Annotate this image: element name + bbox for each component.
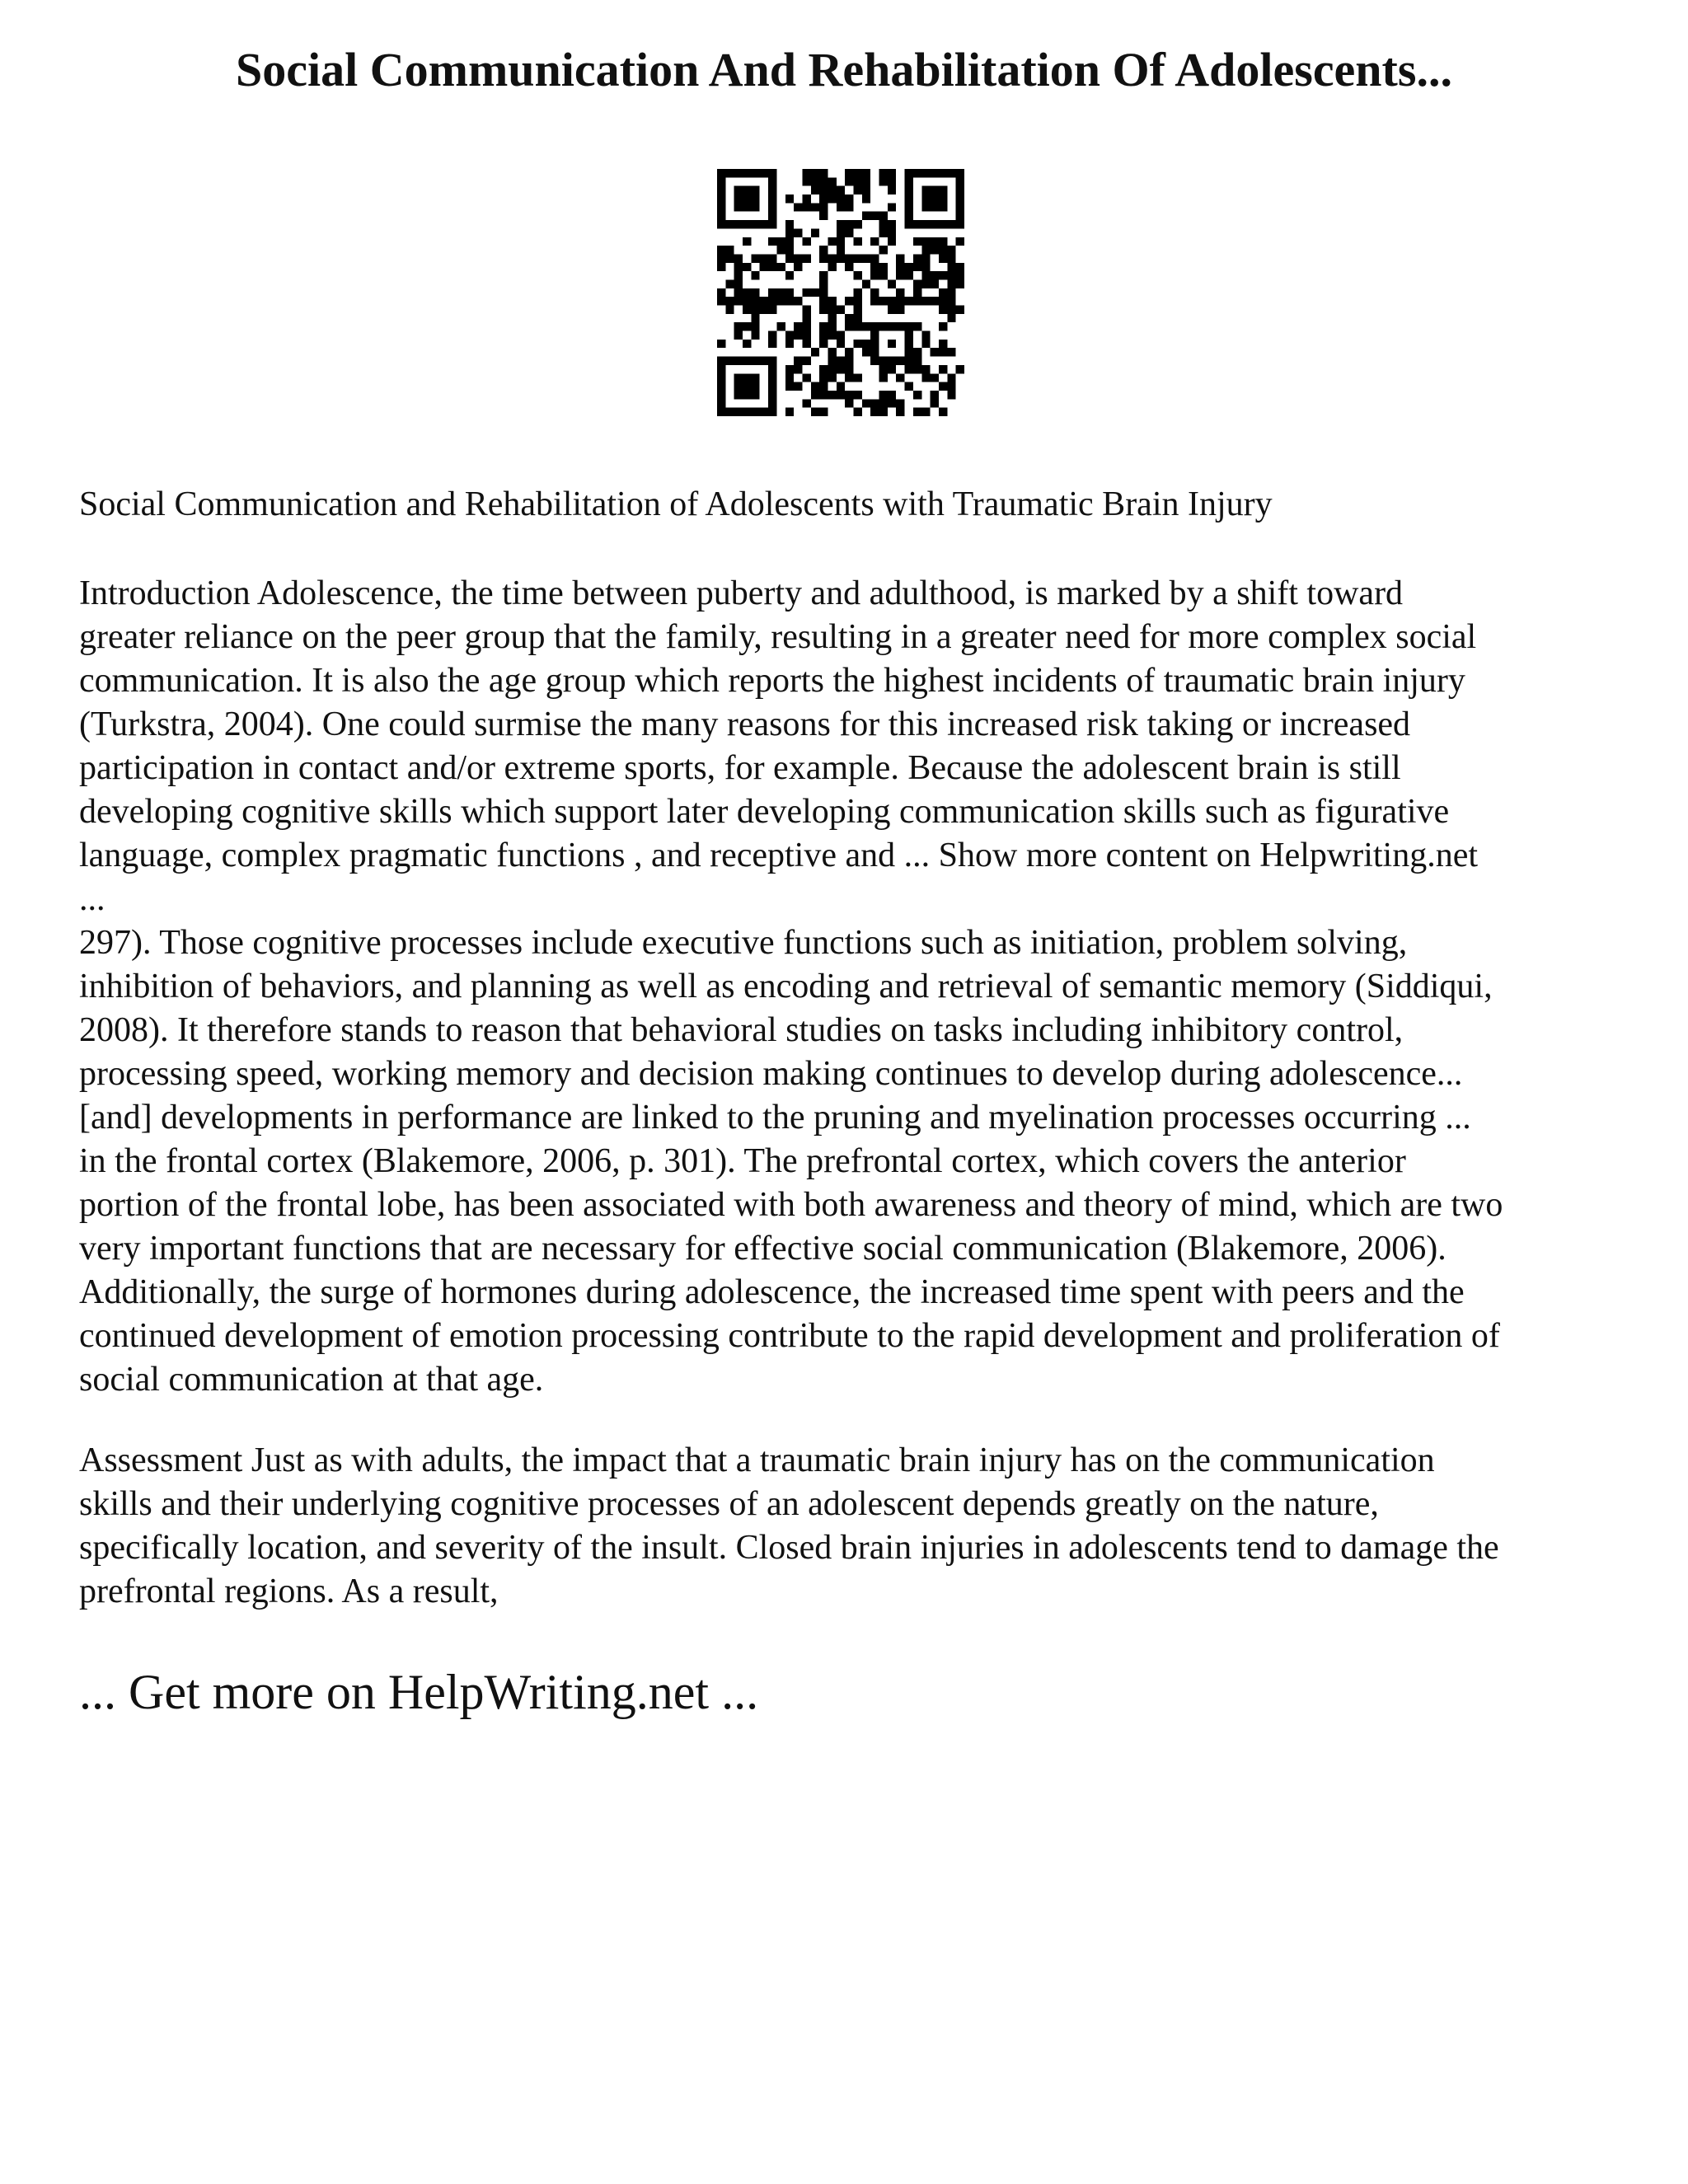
- assessment-line: specifically location, and severity of the insult. Closed brain injuries in adolescents tend to damage the: [79, 1529, 1499, 1567]
- body-line: inhibition of behaviors, and planning as well as encoding and retrieval of semantic memory (Siddiqui,: [79, 968, 1493, 1005]
- body-line: Additionally, the surge of hormones during adolescence, the increased time spent with peers and the: [79, 1273, 1465, 1311]
- qr-code-icon[interactable]: [717, 169, 964, 416]
- intro-line: greater reliance on the peer group that the family, resulting in a greater need for more complex social: [79, 618, 1477, 656]
- ellipsis-line: ...: [79, 880, 106, 918]
- body-line: social communication at that age.: [79, 1361, 544, 1399]
- intro-line: Introduction Adolescence, the time between puberty and adulthood, is marked by a shift toward: [79, 574, 1404, 612]
- document-title: Social Communication And Rehabilitation Of Adolescents...: [236, 43, 1452, 96]
- intro-line: (Turkstra, 2004). One could surmise the many reasons for this increased risk taking or increased: [79, 705, 1411, 743]
- intro-last-line: [79, 834, 1629, 878]
- assessment-line: Assessment Just as with adults, the impact that a traumatic brain injury has on the communication: [79, 1441, 1435, 1479]
- show-more-link[interactable]: Show more content on Helpwriting.net: [938, 837, 1479, 874]
- body-line: processing speed, working memory and decision making continues to develop during adolescence...: [79, 1055, 1463, 1093]
- body-line: continued development of emotion processing contribute to the rapid development and proliferation of: [79, 1317, 1500, 1355]
- get-more-link[interactable]: ... Get more on HelpWriting.net ...: [79, 1665, 759, 1719]
- body-line: in the frontal cortex (Blakemore, 2006, p. 301). The prefrontal cortex, which covers the anterior: [79, 1142, 1406, 1180]
- intro-line: communication. It is also the age group which reports the highest incidents of traumatic brain injury: [79, 662, 1465, 700]
- assessment-paragraph: [79, 1439, 1629, 1614]
- document-subtitle: Social Communication and Rehabilitation of Adolescents with Traumatic Brain Injury: [79, 485, 1273, 523]
- body-line: 297). Those cognitive processes include executive functions such as initiation, problem solving,: [79, 924, 1408, 962]
- assessment-line: prefrontal regions. As a result,: [79, 1572, 499, 1610]
- body-line: [and] developments in performance are linked to the pruning and myelination processes occurring ...: [79, 1099, 1471, 1137]
- introduction-paragraph: [79, 572, 1629, 1402]
- intro-line: participation in contact and/or extreme sports, for example. Because the adolescent brain is still: [79, 749, 1401, 787]
- body-line: very important functions that are necessary for effective social communication (Blakemore, 2006).: [79, 1230, 1447, 1268]
- body-line: portion of the frontal lobe, has been associated with both awareness and theory of mind, which are two: [79, 1186, 1503, 1224]
- assessment-line: skills and their underlying cognitive processes of an adolescent depends greatly on the nature,: [79, 1485, 1379, 1523]
- intro-line-prefix: language, complex pragmatic functions , and receptive and ...: [79, 837, 939, 874]
- body-line: 2008). It therefore stands to reason that behavioral studies on tasks including inhibitory control,: [79, 1011, 1404, 1049]
- intro-line: developing cognitive skills which support later developing communication skills such as figurative: [79, 793, 1450, 831]
